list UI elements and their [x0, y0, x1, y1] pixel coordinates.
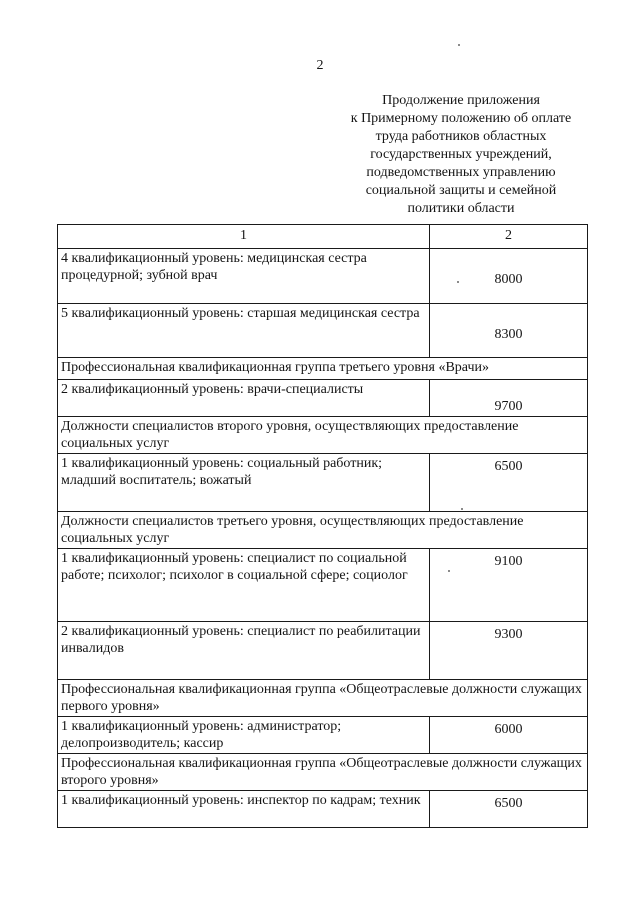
- appendix-header-note: [330, 92, 592, 218]
- table-row: [58, 717, 588, 754]
- header-note-line: политики области: [407, 201, 515, 216]
- salary-cell: 9300: [430, 622, 588, 680]
- position-cell: 2 квалификационный уровень: специалист по реабилитации инвалидов: [58, 622, 430, 680]
- salary-cell: 8000: [430, 249, 588, 304]
- position-cell: 4 квалификационный уровень: медицинская сестра процедурной; зубной врач: [58, 249, 430, 304]
- group-heading: Должности специалистов третьего уровня, осуществляющих предоставление социальных услуг: [58, 512, 588, 549]
- position-cell: 5 квалификационный уровень: старшая медицинская сестра: [58, 304, 430, 358]
- group-heading: Должности специалистов второго уровня, осуществляющих предоставление социальных услуг: [58, 417, 588, 454]
- header-note-line: Продолжение приложения: [382, 93, 540, 108]
- position-cell: 1 квалификационный уровень: администратор; делопроизводитель; кассир: [58, 717, 430, 754]
- position-cell: 1 квалификационный уровень: специалист по социальной работе; психолог; психолог в социальной сфере; социолог: [58, 549, 430, 622]
- table-row: [58, 380, 588, 417]
- header-note-line: социальной защиты и семейной: [365, 183, 557, 198]
- table-row: [58, 249, 588, 304]
- header-note-line: государственных учреждений,: [370, 147, 552, 162]
- group-heading: Профессиональная квалификационная группа «Общеотраслевые должности служащих второго уровня»: [58, 754, 588, 791]
- table-group-row: [58, 512, 588, 549]
- table-row: [58, 622, 588, 680]
- salary-cell: 9100: [430, 549, 588, 622]
- salary-table: [57, 224, 588, 828]
- table-header-row: [58, 225, 588, 249]
- table-row: [58, 791, 588, 828]
- header-note-line: к Примерному положению об оплате: [350, 111, 572, 126]
- table-group-row: [58, 417, 588, 454]
- table-group-row: [58, 754, 588, 791]
- position-cell: 1 квалификационный уровень: социальный работник; младший воспитатель; вожатый: [58, 454, 430, 512]
- position-cell: 2 квалификационный уровень: врачи-специалисты: [58, 380, 430, 417]
- group-heading: Профессиональная квалификационная группа третьего уровня «Врачи»: [58, 358, 588, 380]
- table-group-row: [58, 680, 588, 717]
- table-row: [58, 454, 588, 512]
- column-header-2: 2: [430, 225, 588, 249]
- table-row: [58, 549, 588, 622]
- salary-cell: 6000: [430, 717, 588, 754]
- salary-cell: 9700: [430, 380, 588, 417]
- position-cell: 1 квалификационный уровень: инспектор по кадрам; техник: [58, 791, 430, 828]
- column-header-1: 1: [58, 225, 430, 249]
- salary-cell: 8300: [430, 304, 588, 358]
- page-number: 2: [316, 58, 324, 73]
- scan-speck: [448, 570, 450, 572]
- group-heading: Профессиональная квалификационная группа «Общеотраслевые должности служащих первого уровня»: [58, 680, 588, 717]
- table-row: [58, 304, 588, 358]
- salary-cell: 6500: [430, 791, 588, 828]
- scan-speck: [457, 281, 459, 283]
- scan-speck: [461, 508, 463, 510]
- scan-speck: [458, 44, 460, 46]
- header-note-line: подведомственных управлению: [366, 165, 556, 180]
- salary-cell: 6500: [430, 454, 588, 512]
- table-group-row: [58, 358, 588, 380]
- header-note-line: труда работников областных: [375, 129, 547, 144]
